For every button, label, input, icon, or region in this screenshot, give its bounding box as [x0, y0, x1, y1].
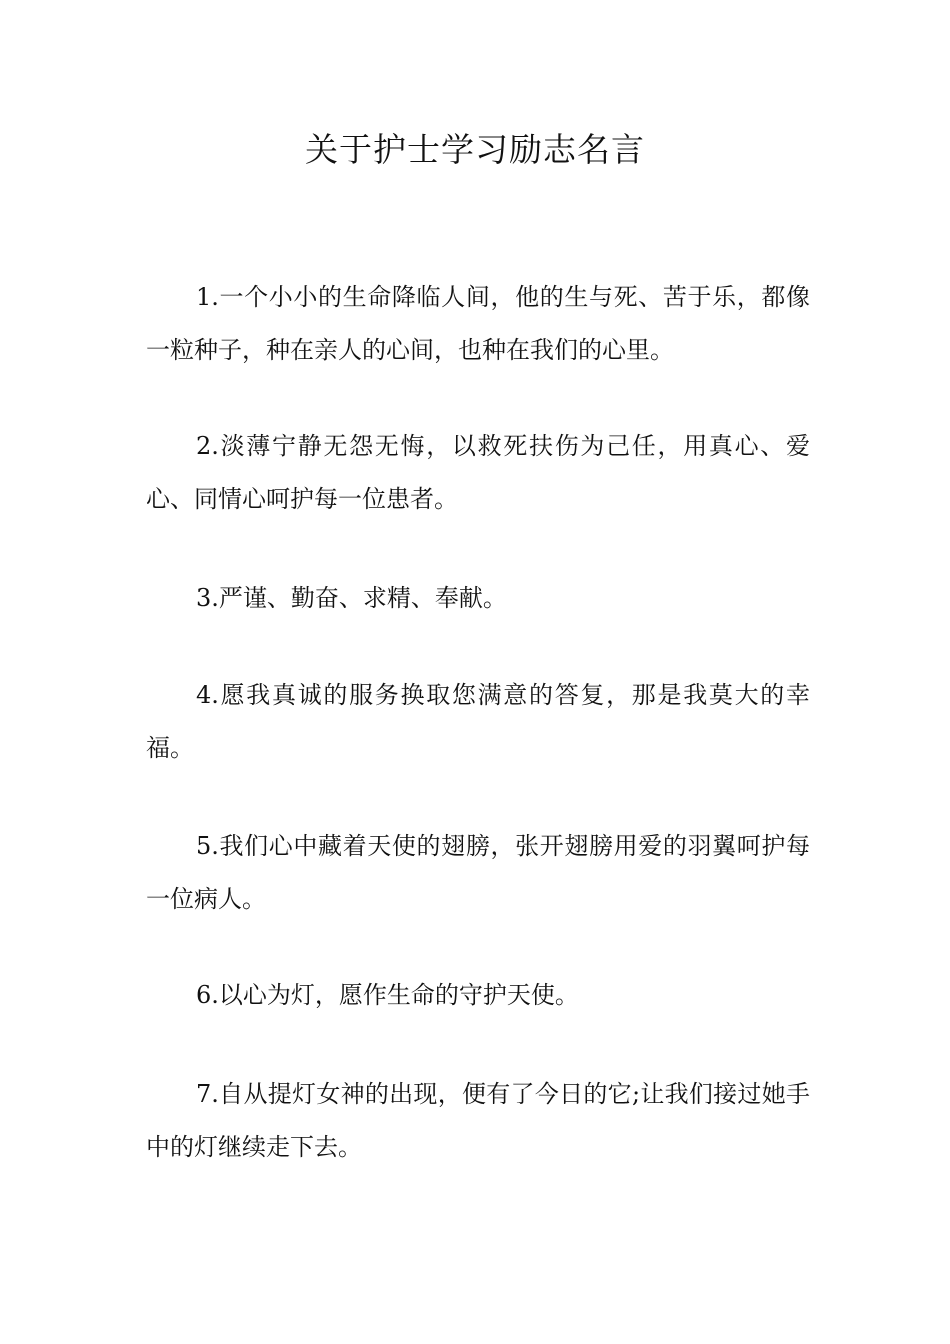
quote-paragraph-5: 5.我们心中藏着天使的翅膀，张开翅膀用爱的羽翼呵护每一位病人。: [146, 832, 810, 913]
quote-paragraph-3: 3.严谨、勤奋、求精、奉献。: [196, 584, 507, 612]
quote-paragraph-7: 7.自从提灯女神的出现，便有了今日的它;让我们接过她手中的灯继续走下去。: [146, 1080, 810, 1161]
quote-paragraph-4: 4.愿我真诚的服务换取您满意的答复，那是我莫大的幸福。: [146, 681, 810, 762]
quote-paragraph-1: 1.一个小小的生命降临人间，他的生与死、苦于乐，都像一粒种子，种在亲人的心间，也种在我们的心里。: [146, 283, 810, 364]
quote-paragraph-6: 6.以心为灯，愿作生命的守护天使。: [196, 981, 579, 1009]
quote-paragraph-2: 2.淡薄宁静无怨无悔，以救死扶伤为己任，用真心、爱心、同情心呵护每一位患者。: [146, 432, 810, 513]
document-title: 关于护士学习励志名言: [305, 130, 645, 169]
